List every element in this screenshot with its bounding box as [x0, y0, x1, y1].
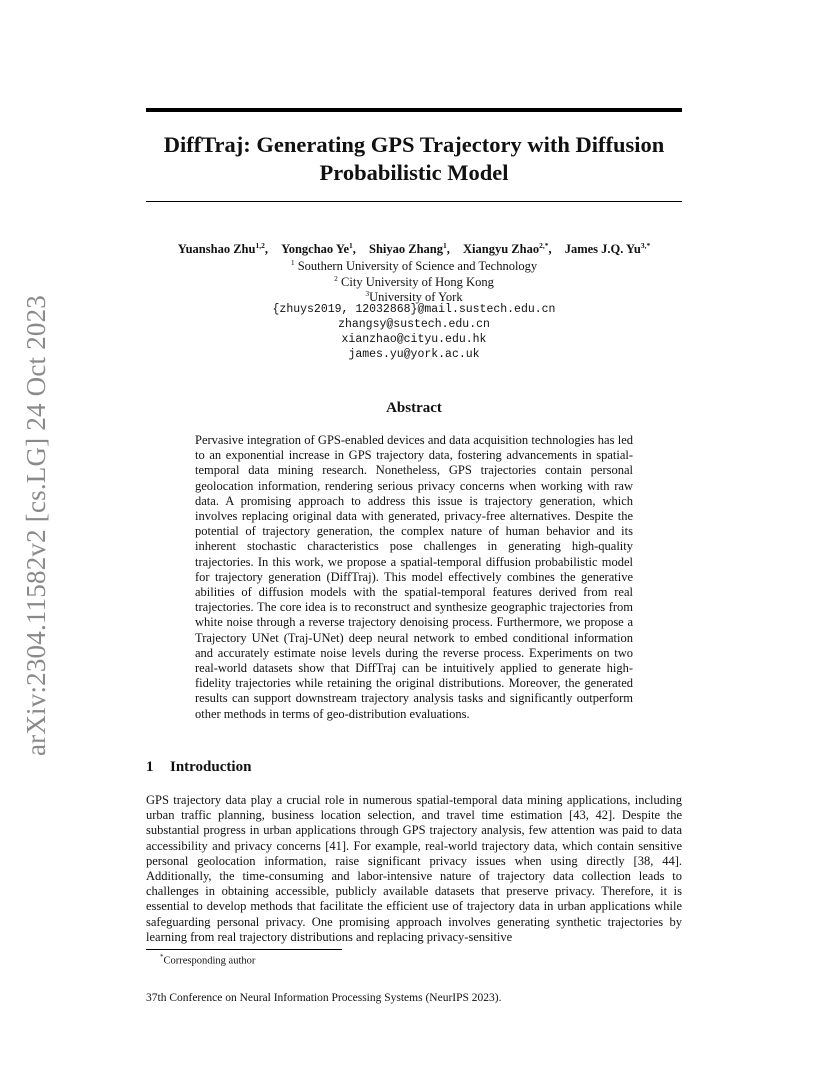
abstract-heading: Abstract [386, 400, 442, 416]
title-top-rule [146, 108, 682, 112]
footnote-text: Corresponding author [163, 955, 256, 967]
venue-notice: 37th Conference on Neural Information Processing Systems (NeurIPS 2023). [146, 992, 502, 1004]
affiliation-3: $^3$University of York [365, 289, 463, 305]
section-title: Introduction [170, 759, 252, 775]
section-number: 1 [146, 759, 154, 775]
author-1: Yuanshao Zhu$^{1,2}$, [177, 241, 268, 257]
paper-title-line-2: Probabilistic Model [319, 160, 509, 185]
author-3: Shiyao Zhang$^1$, [369, 241, 450, 257]
email-2: zhangsy@sustech.edu.cn [338, 318, 490, 331]
section-heading-introduction [146, 758, 251, 776]
footnote-mark: * [160, 953, 164, 961]
footnote [160, 951, 255, 968]
author-4: Xiangyu Zhao$^{2,*}$, [463, 241, 552, 257]
paper-title [146, 131, 682, 187]
email-1: {zhuys2019, 12032868}@mail.sustech.edu.cn [272, 303, 556, 316]
title-bottom-rule [146, 201, 682, 202]
arxiv-identifier-text: arXiv:2304.11582v2 [cs.LG] 24 Oct 2023 [21, 294, 52, 756]
paper-title-line-1: DiffTraj: Generating GPS Trajectory with Diffusion [163, 132, 665, 157]
footnote-rule [146, 949, 342, 950]
abstract-text: Pervasive integration of GPS-enabled devices and data acquisition technologies has led to an exponential increase in GPS trajectory data, fostering advancements in spatial-temporal data mining research. Nonetheless, GPS trajectories contain personal geolocation information, rendering serious privacy concerns when working with raw data. A promising approach to address this issue is trajectory generation, which involves replacing original data with generated, privacy-free alternatives. Despite the potential of trajectory generation, the complex nature of human behavior and its inherent stochastic characteristics pose challenges in generating high-quality trajectories. In this work, we propose a spatial-temporal diffusion probabilistic model for trajectory generation (DiffTraj). This model effectively combines the generative abilities of diffusion models with the spatial-temporal features derived from real trajectories. The core idea is to reconstruct and synthesize geographic trajectories from white noise through a reverse trajectory denoising process. Furthermore, we propose a Trajectory UNet (Traj-UNet) deep neural network to embed conditional information and accurately estimate noise levels during the reverse process. Experiments on two real-world datasets show that DiffTraj can be intuitively applied to generate high-fidelity trajectories while retaining the original distributions. Moreover, the generated results can support downstream trajectory analysis tasks and significantly outperform other methods in terms of geo-distribution evaluations. [195, 433, 633, 721]
introduction-text: GPS trajectory data play a crucial role in numerous spatial-temporal data mining applications, including urban traffic planning, business location selection, and travel time estimation [43, 42]. Despite the substantial progress in urban applications through GPS trajectory analysis, few attention was paid to data accessibility and privacy concerns [41]. For example, real-world trajectory data, which contain sensitive personal geolocation information, raise significant privacy issues when using directly [38, 44]. Additionally, the time-consuming and labor-intensive nature of trajectory data collection leads to challenges in obtaining accessible, publicly available datasets that preserve privacy. Therefore, it is essential to develop methods that facilitate the efficient use of trajectory data in urban applications while safeguarding personal privacy. One promising approach involves generating synthetic trajectories by learning from real trajectory distributions and replacing privacy-sensitive [146, 793, 682, 944]
author-2: Yongchao Ye$^1$, [281, 241, 356, 257]
email-3: xianzhao@cityu.edu.hk [341, 333, 487, 346]
affiliation-1: $^1$ Southern University of Science and Technology [290, 258, 538, 274]
affiliation-2: $^2$ City University of Hong Kong [334, 274, 494, 290]
author-5: James J.Q. $Yu^{3,*}$ [564, 241, 651, 257]
email-4: james.yu@york.ac.uk [348, 348, 480, 361]
arxiv-identifier-stamp [15, 290, 59, 760]
